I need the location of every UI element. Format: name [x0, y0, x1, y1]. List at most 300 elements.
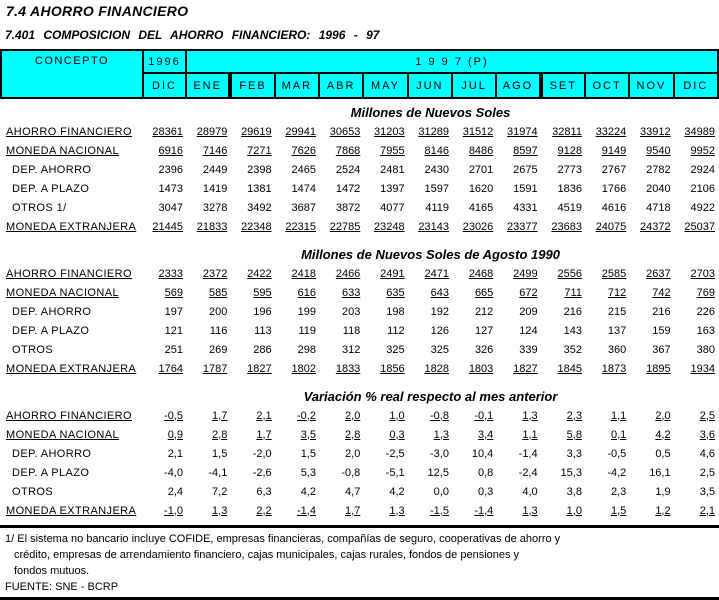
month-header-ene: ENE — [186, 73, 230, 98]
data-table — [0, 49, 719, 520]
value-cell: 1591 — [513, 182, 538, 195]
spacer-cell — [1, 236, 143, 264]
table-row — [1, 463, 718, 482]
value-cell: 7271 — [247, 144, 272, 157]
row-label: OTROS — [12, 485, 54, 498]
value-cell: 326 — [474, 343, 494, 356]
value-cell: 4922 — [690, 201, 715, 214]
value-cell: 23683 — [551, 220, 582, 233]
value-cell: 126 — [430, 324, 449, 337]
row-label: MONEDA NACIONAL — [6, 428, 119, 441]
value-cell: 5,8 — [566, 428, 582, 441]
section-heading: Variación % real respecto al mes anterior — [303, 389, 558, 404]
value-cell: 2449 — [202, 163, 228, 176]
value-cell: 2491 — [380, 267, 405, 280]
value-cell: 0,3 — [478, 485, 494, 498]
table-body — [1, 98, 718, 520]
value-cell: 2,0 — [345, 409, 361, 422]
value-cell: 360 — [607, 343, 627, 356]
value-cell: 1,9 — [655, 485, 671, 498]
value-cell: 199 — [297, 305, 316, 318]
value-cell: 325 — [430, 343, 449, 356]
value-cell: 298 — [297, 343, 316, 356]
value-cell: 2773 — [557, 163, 582, 176]
value-cell: 0,5 — [655, 447, 671, 460]
value-cell: 251 — [164, 343, 183, 356]
footnotes — [5, 531, 719, 595]
value-cell: 22315 — [285, 220, 316, 233]
value-cell: 124 — [519, 324, 538, 337]
value-cell: -5,1 — [385, 466, 405, 479]
value-cell: -1,4 — [297, 504, 316, 517]
table-row — [1, 444, 718, 463]
value-cell: 118 — [342, 324, 361, 337]
value-cell: 1895 — [646, 362, 671, 375]
value-cell: -2,4 — [518, 466, 538, 479]
footnote-line-3: fondos mutuos. — [14, 565, 90, 577]
table-row — [1, 321, 718, 340]
value-cell: 6916 — [158, 144, 183, 157]
value-cell: 192 — [430, 305, 449, 318]
value-cell: 1,7 — [345, 504, 361, 517]
value-cell: 312 — [341, 343, 361, 356]
value-cell: 1473 — [158, 182, 183, 195]
row-label: AHORRO FINANCIERO — [6, 409, 132, 422]
value-cell: 269 — [208, 343, 228, 356]
value-cell: 200 — [208, 305, 228, 318]
table-row — [1, 264, 718, 283]
value-cell: 2924 — [690, 163, 715, 176]
value-cell: 2585 — [601, 267, 627, 280]
value-cell: 643 — [430, 286, 449, 299]
value-cell: 2782 — [646, 163, 671, 176]
value-cell: 127 — [474, 324, 494, 337]
value-cell: 216 — [652, 305, 671, 318]
value-cell: 286 — [253, 343, 272, 356]
value-cell: -0,8 — [341, 466, 361, 479]
value-cell: 1827 — [513, 362, 538, 375]
value-cell: 2703 — [690, 267, 715, 280]
value-cell: 1934 — [690, 362, 715, 375]
value-cell: 2,3 — [566, 409, 582, 422]
value-cell: 2481 — [380, 163, 405, 176]
value-cell: 1,5 — [610, 504, 627, 517]
value-cell: -0,1 — [474, 409, 494, 422]
value-cell: 1856 — [380, 362, 405, 375]
header-1997-cell: 1 9 9 7 (P) — [186, 50, 718, 73]
value-cell: 21445 — [152, 220, 183, 233]
value-cell: 1,1 — [610, 409, 627, 422]
value-cell: 4718 — [646, 201, 671, 214]
value-cell: 23026 — [462, 220, 494, 233]
value-cell: 4519 — [557, 201, 582, 214]
value-cell: 31289 — [418, 125, 449, 138]
value-cell: 12,5 — [427, 466, 449, 479]
value-cell: 325 — [386, 343, 405, 356]
value-cell: 2,8 — [345, 428, 361, 441]
value-cell: 712 — [607, 286, 627, 299]
value-cell: 2466 — [335, 267, 361, 280]
value-cell: 1836 — [557, 182, 582, 195]
value-cell: 196 — [253, 305, 272, 318]
value-cell: 23377 — [507, 220, 538, 233]
value-cell: 0,9 — [167, 428, 183, 441]
value-cell: 33224 — [595, 125, 627, 138]
value-cell: 34989 — [684, 125, 715, 138]
value-cell: -0,8 — [430, 409, 449, 422]
section-heading-row — [1, 378, 718, 406]
row-label: AHORRO FINANCIERO — [6, 125, 132, 138]
value-cell: -0,5 — [164, 409, 183, 422]
value-cell: 2372 — [202, 267, 228, 280]
value-cell: 119 — [298, 324, 316, 337]
row-label: AHORRO FINANCIERO — [6, 267, 132, 280]
value-cell: 9952 — [690, 144, 715, 157]
value-cell: 2,1 — [256, 409, 272, 422]
value-cell: 769 — [696, 286, 715, 299]
value-cell: 2398 — [247, 163, 272, 176]
row-label: DEP. AHORRO — [12, 447, 92, 460]
month-header-may: MAY — [363, 73, 407, 98]
value-cell: 113 — [254, 324, 272, 337]
value-cell: 8146 — [424, 144, 449, 157]
value-cell: 0,0 — [433, 485, 449, 498]
month-header-oct: OCT — [585, 73, 629, 98]
value-cell: 339 — [519, 343, 538, 356]
value-cell: 30653 — [329, 125, 361, 138]
value-cell: 4,0 — [522, 485, 538, 498]
value-cell: 22348 — [241, 220, 272, 233]
value-cell: 2,0 — [655, 409, 671, 422]
value-cell: 21833 — [196, 220, 228, 233]
value-cell: 2471 — [424, 267, 449, 280]
value-cell: 198 — [386, 305, 405, 318]
value-cell: 1764 — [158, 362, 183, 375]
value-cell: 3047 — [158, 201, 183, 214]
row-label: DEP. AHORRO — [12, 305, 92, 318]
value-cell: 9149 — [601, 144, 627, 157]
value-cell: 1397 — [380, 182, 405, 195]
value-cell: 1787 — [202, 362, 228, 375]
value-cell: 1766 — [601, 182, 627, 195]
source-line: FUENTE: SNE - BCRP — [5, 581, 119, 593]
value-cell: 137 — [607, 324, 627, 337]
table-row — [1, 217, 718, 236]
value-cell: 1828 — [424, 362, 449, 375]
value-cell: -4,2 — [607, 466, 627, 479]
value-cell: 1,3 — [389, 504, 405, 517]
row-label: OTROS 1/ — [12, 201, 67, 214]
value-cell: 635 — [386, 286, 405, 299]
month-header-ago: AGO — [496, 73, 540, 98]
value-cell: 10,4 — [471, 447, 494, 460]
value-cell: 616 — [297, 286, 316, 299]
month-header-dic-1996: DIC — [143, 73, 186, 98]
value-cell: 1381 — [247, 182, 272, 195]
value-cell: 2422 — [247, 267, 272, 280]
month-header-set: SET — [541, 73, 585, 98]
value-cell: -1,4 — [474, 504, 494, 517]
value-cell: -4,1 — [208, 466, 228, 479]
header-concepto-cell: CONCEPTO — [1, 50, 143, 98]
month-header-jun: JUN — [408, 73, 452, 98]
value-cell: -2,0 — [252, 447, 272, 460]
value-cell: 4,6 — [699, 447, 715, 460]
value-cell: 1597 — [424, 182, 449, 195]
value-cell: 212 — [474, 305, 494, 318]
month-header-dic: DIC — [674, 73, 718, 98]
value-cell: 1,2 — [655, 504, 671, 517]
divider-top — [0, 525, 719, 528]
value-cell: 2,3 — [610, 485, 627, 498]
value-cell: 1,5 — [212, 447, 228, 460]
value-cell: 2,8 — [212, 428, 228, 441]
value-cell: -2,6 — [252, 466, 272, 479]
value-cell: 2675 — [513, 163, 538, 176]
value-cell: 6,3 — [256, 485, 272, 498]
value-cell: 2,0 — [345, 447, 361, 460]
value-cell: 121 — [164, 324, 183, 337]
value-cell: 7,2 — [212, 485, 228, 498]
value-cell: 7146 — [202, 144, 228, 157]
value-cell: 23143 — [418, 220, 449, 233]
spacer-cell — [1, 98, 143, 122]
value-cell: 1,1 — [522, 428, 538, 441]
month-header-jul: JUL — [452, 73, 496, 98]
row-label: MONEDA NACIONAL — [6, 144, 119, 157]
spacer-cell — [1, 378, 143, 406]
value-cell: 1833 — [335, 362, 361, 375]
value-cell: 2468 — [468, 267, 494, 280]
value-cell: 2418 — [291, 267, 316, 280]
table-row — [1, 359, 718, 378]
value-cell: -1,5 — [430, 504, 449, 517]
value-cell: 1827 — [247, 362, 272, 375]
value-cell: 9540 — [646, 144, 671, 157]
value-cell: 29619 — [241, 125, 272, 138]
value-cell: 197 — [164, 305, 183, 318]
value-cell: 8486 — [468, 144, 494, 157]
value-cell: 569 — [164, 286, 183, 299]
value-cell: 2396 — [158, 163, 183, 176]
value-cell: 711 — [564, 286, 582, 299]
month-header-mar: MAR — [275, 73, 319, 98]
value-cell: -0,5 — [607, 447, 627, 460]
value-cell: 209 — [519, 305, 538, 318]
table-row — [1, 198, 718, 217]
value-cell: 742 — [652, 286, 671, 299]
value-cell: 7626 — [291, 144, 316, 157]
value-cell: 1802 — [291, 362, 316, 375]
value-cell: 143 — [563, 324, 582, 337]
month-header-nov: NOV — [629, 73, 673, 98]
row-label: OTROS — [12, 343, 54, 356]
value-cell: 29941 — [285, 125, 316, 138]
value-cell: 215 — [607, 305, 627, 318]
value-cell: 585 — [208, 286, 228, 299]
value-cell: 2499 — [513, 267, 538, 280]
value-cell: 4077 — [380, 201, 405, 214]
value-cell: 352 — [563, 343, 582, 356]
value-cell: 7955 — [380, 144, 405, 157]
page-title: 7.4 AHORRO FINANCIERO — [6, 3, 189, 19]
value-cell: 633 — [341, 286, 361, 299]
table-row — [1, 406, 718, 425]
footnote-line-1: 1/ El sistema no bancario incluye COFIDE, empresas financieras, compañías de seguro, cooperativas de ahorro y — [5, 533, 561, 545]
value-cell: -0,2 — [297, 409, 316, 422]
value-cell: 4,2 — [300, 485, 316, 498]
value-cell: 2,4 — [167, 485, 183, 498]
value-cell: 1,3 — [433, 428, 449, 441]
value-cell: 22785 — [329, 220, 361, 233]
value-cell: 33912 — [640, 125, 671, 138]
section-heading: Millones de Nuevos Soles — [350, 105, 511, 120]
header-year-row — [1, 50, 718, 73]
value-cell: 28979 — [196, 125, 228, 138]
value-cell: 5,3 — [300, 466, 316, 479]
value-cell: 4,2 — [655, 428, 671, 441]
table-row — [1, 501, 718, 520]
value-cell: 2556 — [557, 267, 582, 280]
value-cell: 3,5 — [699, 485, 715, 498]
value-cell: 4331 — [513, 201, 538, 214]
value-cell: 3,6 — [699, 428, 715, 441]
table-row — [1, 141, 718, 160]
row-label: MONEDA NACIONAL — [6, 286, 119, 299]
value-cell: 16,1 — [649, 466, 671, 479]
table-header — [1, 50, 718, 98]
value-cell: 31203 — [374, 125, 405, 138]
value-cell: 4119 — [425, 201, 449, 214]
month-header-abr: ABR — [319, 73, 363, 98]
value-cell: 3687 — [291, 201, 316, 214]
value-cell: 112 — [387, 324, 405, 337]
table-title: 7.401 COMPOSICION DEL AHORRO FINANCIERO: 1996 - 97 — [5, 28, 380, 42]
value-cell: 2,1 — [167, 447, 183, 460]
value-cell: 1,0 — [566, 504, 582, 517]
value-cell: 1873 — [601, 362, 627, 375]
table-row — [1, 160, 718, 179]
value-cell: 2,5 — [699, 466, 715, 479]
value-cell: -4,0 — [164, 466, 183, 479]
value-cell: 0,1 — [610, 428, 627, 441]
month-header-feb: FEB — [230, 73, 274, 98]
value-cell: 28361 — [152, 125, 183, 138]
table-row — [1, 302, 718, 321]
value-cell: 3,5 — [300, 428, 316, 441]
row-label: MONEDA EXTRANJERA — [6, 504, 137, 517]
value-cell: 2701 — [468, 163, 494, 176]
value-cell: 595 — [253, 286, 272, 299]
value-cell: 159 — [652, 324, 671, 337]
row-label: DEP. A PLAZO — [12, 182, 90, 195]
value-cell: 1,3 — [522, 504, 538, 517]
value-cell: -3,0 — [430, 447, 449, 460]
value-cell: 2,1 — [699, 504, 715, 517]
table-row — [1, 482, 718, 501]
table-row — [1, 122, 718, 141]
value-cell: 1,0 — [389, 409, 405, 422]
value-cell: -1,0 — [164, 504, 183, 517]
value-cell: 2430 — [424, 163, 449, 176]
value-cell: 163 — [696, 324, 715, 337]
value-cell: 116 — [209, 324, 228, 337]
value-cell: 1,7 — [212, 409, 228, 422]
value-cell: 3278 — [202, 201, 228, 214]
value-cell: -2,5 — [385, 447, 405, 460]
section-heading: Millones de Nuevos Soles de Agosto 1990 — [301, 247, 560, 262]
value-cell: 1,3 — [212, 504, 228, 517]
value-cell: 665 — [474, 286, 494, 299]
value-cell: 4,2 — [389, 485, 405, 498]
value-cell: 3,3 — [566, 447, 582, 460]
value-cell: 3492 — [247, 201, 272, 214]
section-heading-row — [1, 236, 718, 264]
value-cell: 367 — [652, 343, 671, 356]
footer — [0, 525, 719, 600]
value-cell: 1845 — [557, 362, 582, 375]
value-cell: 3,4 — [478, 428, 494, 441]
value-cell: 1419 — [202, 182, 228, 195]
header-1996-cell: 1996 — [143, 50, 186, 73]
value-cell: 32811 — [552, 125, 582, 138]
value-cell: 4,7 — [345, 485, 361, 498]
footnote-line-2: crédito, empresas de arrendamiento financiero, cajas municipales, cajas rurales, fondos de pensiones y — [14, 549, 520, 561]
table-row — [1, 179, 718, 198]
value-cell: 4165 — [468, 201, 494, 214]
value-cell: 24372 — [640, 220, 671, 233]
row-label: DEP. A PLAZO — [12, 466, 90, 479]
value-cell: 1,7 — [256, 428, 272, 441]
value-cell: 1474 — [291, 182, 316, 195]
value-cell: 23248 — [374, 220, 405, 233]
value-cell: 216 — [563, 305, 582, 318]
value-cell: 1803 — [468, 362, 494, 375]
value-cell: 25037 — [684, 220, 715, 233]
row-label: MONEDA EXTRANJERA — [6, 362, 137, 375]
value-cell: -1,4 — [518, 447, 538, 460]
table-row — [1, 425, 718, 444]
value-cell: 0,3 — [389, 428, 405, 441]
value-cell: 226 — [696, 305, 715, 318]
table-row — [1, 340, 718, 359]
row-label: DEP. A PLAZO — [12, 324, 90, 337]
section-heading-row — [1, 98, 718, 122]
value-cell: 1620 — [468, 182, 494, 195]
value-cell: 2637 — [646, 267, 671, 280]
value-cell: 15,3 — [560, 466, 582, 479]
value-cell: 2106 — [690, 182, 715, 195]
table-row — [1, 283, 718, 302]
value-cell: 2333 — [158, 267, 183, 280]
row-label: MONEDA EXTRANJERA — [6, 220, 137, 233]
value-cell: 2,5 — [699, 409, 715, 422]
value-cell: 8597 — [513, 144, 538, 157]
value-cell: 2767 — [601, 163, 627, 176]
value-cell: 9128 — [557, 144, 582, 157]
row-label: DEP. AHORRO — [12, 163, 92, 176]
value-cell: 2465 — [291, 163, 316, 176]
value-cell: 2524 — [335, 163, 361, 176]
value-cell: 7868 — [335, 144, 361, 157]
value-cell: 2,2 — [256, 504, 272, 517]
value-cell: 203 — [341, 305, 361, 318]
value-cell: 1,5 — [300, 447, 316, 460]
value-cell: 1472 — [335, 182, 361, 195]
value-cell: 672 — [519, 286, 538, 299]
value-cell: 31512 — [462, 125, 494, 138]
value-cell: 4616 — [601, 201, 627, 214]
